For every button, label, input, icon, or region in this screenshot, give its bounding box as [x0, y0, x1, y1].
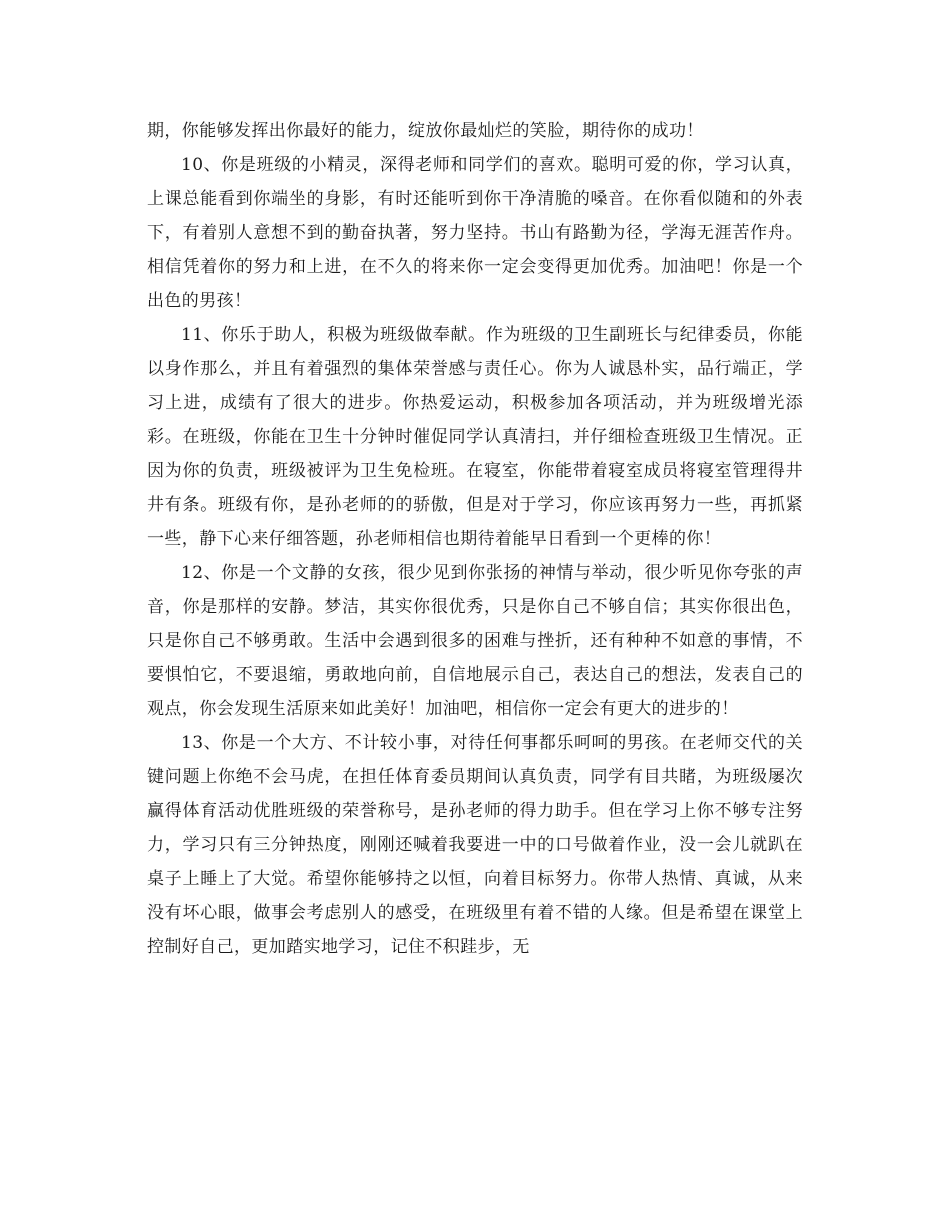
paragraph-continuation: 期，你能够发挥出你最好的能力，绽放你最灿烂的笑脸，期待你的成功！ — [147, 121, 704, 141]
paragraph-13: 13、你是一个大方、不计较小事，对待任何事都乐呵呵的男孩。在老师交代的关键问题上你绝不会马虎，在担任体育委员期间认真负责，同学有目共睹，为班级屡次赢得体育活动优胜班级的荣誉称号，是孙老师的得力助手。但在学习上你不够专注努力，学习只有三分钟热度，刚刚还喊着我要进一中的口号做着作业，没一会儿就趴在桌子上睡上了大觉。希望你能够持之以恒，向着目标努力。你带人热情、真诚，从来没有坏心眼，做事会考虑别人的感受，在班级里有着不错的人缘。但是希望在课堂上控制好自己，更加踏实地学习，记住不积跬步，无 — [147, 733, 803, 957]
paragraph-11: 11、你乐于助人，积极为班级做奉献。作为班级的卫生副班长与纪律委员，你能以身作那么，并且有着强烈的集体荣誉感与责任心。你为人诚恳朴实，品行端正，学习上进，成绩有了很大的进步。你热爱运动，积极参加各项活动，并为班级增光添彩。在班级，你能在卫生十分钟时催促同学认真清扫，并仔细检查班级卫生情况。正因为你的负责，班级被评为卫生免检班。在寝室，你能带着寝室成员将寝室管理得井井有条。班级有你，是孙老师的的骄傲，但是对于学习，你应该再努力一些，再抓紧一些，静下心来仔细答题，孙老师相信也期待着能早日看到一个更棒的你！ — [147, 325, 803, 549]
paragraph-10: 10、你是班级的小精灵，深得老师和同学们的喜欢。聪明可爱的你，学习认真，上课总能看到你端坐的身影，有时还能听到你干净清脆的嗓音。在你看似随和的外表下，有着别人意想不到的勤奋执著，努力坚持。书山有路勤为径，学海无涯苦作舟。相信凭着你的努力和上进，在不久的将来你一定会变得更加优秀。加油吧！你是一个出色的男孩！ — [147, 155, 803, 311]
document-body — [147, 114, 803, 964]
paragraph-12: 12、你是一个文静的女孩，很少见到你张扬的神情与举动，很少听见你夸张的声音，你是那样的安静。梦洁，其实你很优秀，只是你自己不够自信；其实你很出色，只是你自己不够勇敢。生活中会遇到很多的困难与挫折，还有种种不如意的事情，不要惧怕它，不要退缩，勇敢地向前，自信地展示自己，表达自己的想法，发表自己的观点，你会发现生活原来如此美好！加油吧，相信你一定会有更大的进步的！ — [147, 563, 803, 719]
